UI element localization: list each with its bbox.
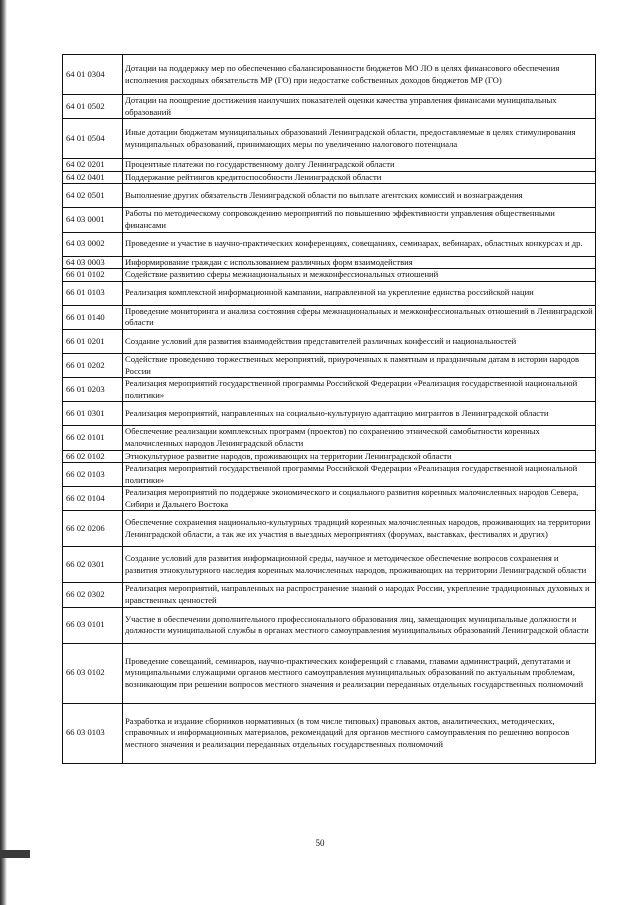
row-description: Содействие развитию сферы межнациональных и межконфессиональных отношений xyxy=(123,269,596,282)
table-row xyxy=(63,402,596,426)
row-description: Проведение и участие в научно-практических конференциях, совещаниях, семинарах, вебинарах, областных конкурсах и др. xyxy=(123,232,596,256)
row-code: 66 02 0104 xyxy=(63,487,123,511)
row-code: 66 03 0101 xyxy=(63,607,123,643)
row-description: Проведение мониторинга и анализа состояния сферы межнациональных и межконфессиональных отношений в Ленинградской области xyxy=(123,305,596,329)
row-code: 66 01 0201 xyxy=(63,329,123,353)
table-row xyxy=(63,269,596,282)
row-description: Реализация мероприятий государственной программы Российской Федерации «Реализация государственной национальной политики» xyxy=(123,378,596,402)
row-description: Реализация мероприятий, направленных на социально-культурную адаптацию мигрантов в Ленинградской области xyxy=(123,402,596,426)
row-description: Процентные платежи по государственному долгу Ленинградской области xyxy=(123,159,596,172)
table-row xyxy=(63,450,596,463)
row-description: Информирование граждан с использованием различных форм взаимодействия xyxy=(123,256,596,269)
row-code: 66 03 0103 xyxy=(63,703,123,763)
row-code: 66 02 0301 xyxy=(63,547,123,583)
row-code: 64 01 0504 xyxy=(63,119,123,159)
row-description: Работы по методическому сопровождению мероприятий по повышению эффективности управления общественными финансами xyxy=(123,208,596,232)
row-description: Этнокультурное развитие народов, проживающих на территории Ленинградской области xyxy=(123,450,596,463)
table-row xyxy=(63,184,596,208)
table-row xyxy=(63,426,596,450)
row-code: 66 02 0302 xyxy=(63,583,123,607)
row-code: 66 02 0103 xyxy=(63,463,123,487)
table-row xyxy=(63,232,596,256)
row-description: Обеспечение реализации комплексных программ (проектов) по сохранению этнической самобытности коренных малочисленных народов Ленинградской области xyxy=(123,426,596,450)
row-description: Создание условий для развития информационной среды, научное и методическое обеспечение вопросов сохранения и развития этнокультурного наследия коренных малочисленных народов, проживающих на территории Ленинградской области xyxy=(123,547,596,583)
row-code: 66 01 0203 xyxy=(63,378,123,402)
row-description: Обеспечение сохранения национально-культурных традиций коренных малочисленных народов, проживающих на территории Ленинградской области, а так же их участия в выездных мероприятиях (форумах, выставках, фестивалях и других) xyxy=(123,511,596,547)
row-description: Реализация мероприятий, направленных на распространение знаний о народах России, укрепление традиционных духовных и нравственных ценностей xyxy=(123,583,596,607)
row-description: Реализация мероприятий по поддержке экономического и социального развития коренных малочисленных народов Севера, Сибири и Дальнего Востока xyxy=(123,487,596,511)
row-code: 66 01 0103 xyxy=(63,281,123,305)
row-description: Создание условий для развития взаимодействия представителей различных конфессий и национальностей xyxy=(123,329,596,353)
row-code: 66 01 0301 xyxy=(63,402,123,426)
row-code: 64 03 0002 xyxy=(63,232,123,256)
row-description: Реализация комплексной информационной кампании, направленной на укрепление единства российской нации xyxy=(123,281,596,305)
table-row xyxy=(63,171,596,184)
table-row xyxy=(63,159,596,172)
row-code: 64 01 0502 xyxy=(63,95,123,119)
table-row xyxy=(63,281,596,305)
table-body xyxy=(63,55,596,764)
row-description: Разработка и издание сборников нормативных (в том числе типовых) правовых актов, аналитических, методических, справочных и информационных материалов, рекомендаций для органов местного самоуправления по решению вопросов местного значения и реализации переданных отдельных государственных полномочий xyxy=(123,703,596,763)
table-row xyxy=(63,463,596,487)
row-code: 66 01 0102 xyxy=(63,269,123,282)
row-code: 64 02 0201 xyxy=(63,159,123,172)
row-description: Иные дотации бюджетам муниципальных образований Ленинградской области, предоставляемые в целях стимулирования муниципальных образований, принимающих меры по увеличению налогового потенциала xyxy=(123,119,596,159)
row-code: 64 02 0401 xyxy=(63,171,123,184)
table-row xyxy=(63,353,596,377)
row-code: 64 03 0001 xyxy=(63,208,123,232)
scan-border xyxy=(0,0,7,905)
row-description: Содействие проведению торжественных мероприятий, приуроченных к памятным и праздничным датам в истории народов России xyxy=(123,353,596,377)
row-code: 66 02 0206 xyxy=(63,511,123,547)
row-code: 66 01 0140 xyxy=(63,305,123,329)
table-row xyxy=(63,256,596,269)
row-code: 66 02 0101 xyxy=(63,426,123,450)
table-row xyxy=(63,643,596,703)
table-row xyxy=(63,511,596,547)
table-row xyxy=(63,487,596,511)
row-description: Проведение совещаний, семинаров, научно-практических конференций с главами, главами администраций, депутатами и муниципальными служащими органов местного самоуправления муниципальных образований по актуальным проблемам, возникающим при решении вопросов местного значения и реализации переданных отдельных государственных полномочий xyxy=(123,643,596,703)
row-code: 64 01 0304 xyxy=(63,55,123,95)
table-row xyxy=(63,547,596,583)
row-code: 64 03 0003 xyxy=(63,256,123,269)
table-row xyxy=(63,583,596,607)
budget-codes-table xyxy=(62,54,596,764)
row-code: 66 02 0102 xyxy=(63,450,123,463)
scan-mark xyxy=(0,850,30,858)
table-row xyxy=(63,329,596,353)
table-row xyxy=(63,208,596,232)
table-row xyxy=(63,95,596,119)
row-description: Выполнение других обязательств Ленинградской области по выплате агентских комиссий и вознаграждения xyxy=(123,184,596,208)
table-row xyxy=(63,55,596,95)
row-description: Дотации на поддержку мер по обеспечению сбалансированности бюджетов МО ЛО в целях финансового обеспечения исполнения расходных обязательств МР (ГО) при недостатке собственных доходов бюджетов МР (ГО) xyxy=(123,55,596,95)
row-code: 66 01 0202 xyxy=(63,353,123,377)
table-row xyxy=(63,703,596,763)
row-description: Дотации на поощрение достижения наилучших показателей оценки качества управления финансами муниципальных образований xyxy=(123,95,596,119)
row-description: Участие в обеспечении дополнительного профессионального образования лиц, замещающих муниципальные должности и должности муниципальной службы в органах местного самоуправления муниципальных образований Ленинградской области xyxy=(123,607,596,643)
page-number: 50 xyxy=(315,838,325,848)
table-row xyxy=(63,119,596,159)
row-code: 64 02 0501 xyxy=(63,184,123,208)
table-row xyxy=(63,305,596,329)
table-row xyxy=(63,607,596,643)
row-code: 66 03 0102 xyxy=(63,643,123,703)
row-description: Поддержание рейтингов кредитоспособности Ленинградской области xyxy=(123,171,596,184)
table-row xyxy=(63,378,596,402)
row-description: Реализация мероприятий государственной программы Российской Федерации «Реализация государственной национальной политики» xyxy=(123,463,596,487)
